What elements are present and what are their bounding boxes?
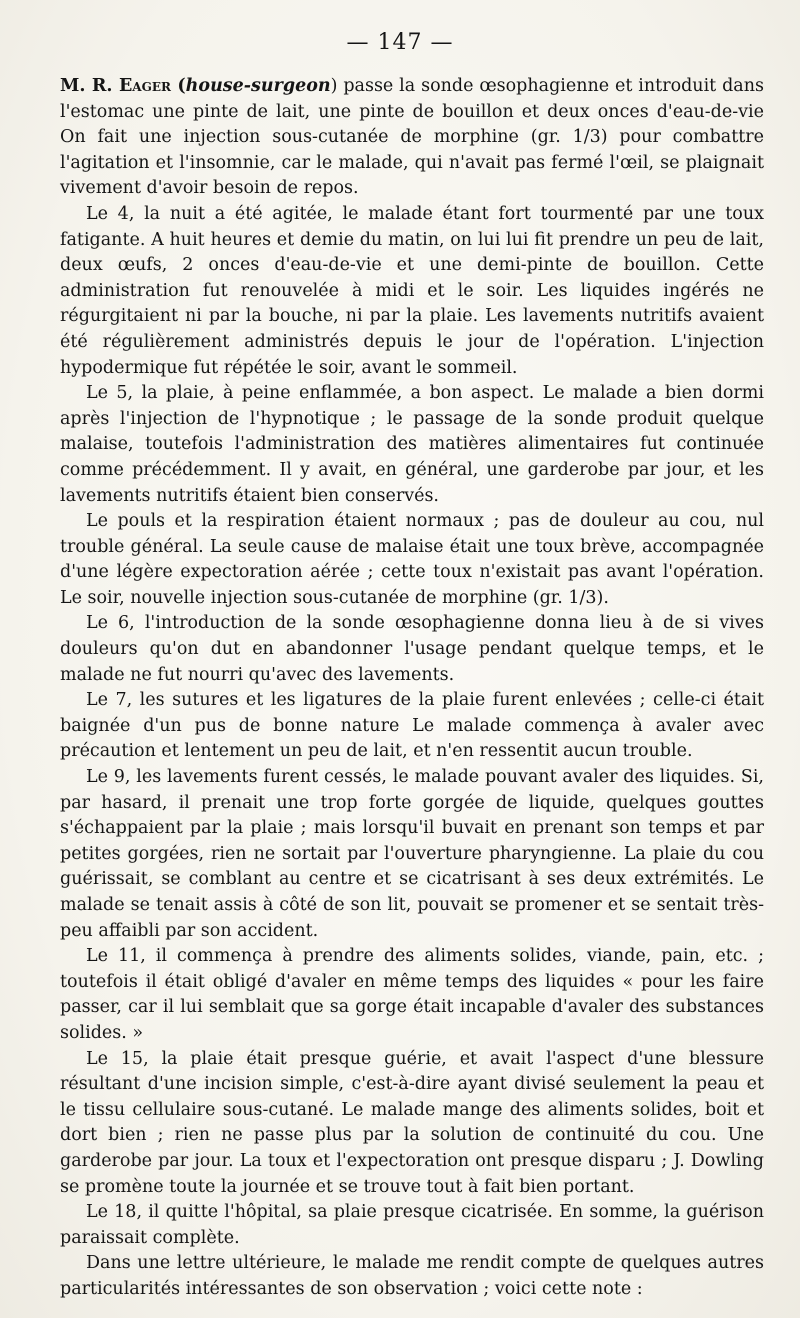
paragraph-10: Le 18, il quitte l'hôpital, sa plaie presque cicatrisée. En somme, la guérison paraissait complète. <box>60 1202 764 1248</box>
paragraph-11: Dans une lettre ultérieure, le malade me rendit compte de quelques autres particularités intéressantes de son observation ; voici cette note : <box>60 1253 764 1299</box>
paragraph-5: Le 6, l'introduction de la sonde œsophagienne donna lieu à de si vives douleurs qu'on dut en abandonner l'usage pendant quelque temps, et le malade ne fut nourri qu'avec des lavements. <box>60 613 764 685</box>
body-text <box>60 74 764 1303</box>
paragraph-7: Le 9, les lavements furent cessés, le malade pouvant avaler des liquides. Si, par hasard, il prenait une trop forte gorgée de liquide, quelques gouttes s'échappaient par la plaie ; mais lorsqu'il buvait en prenant son temps et par petites gorgées, rien ne sortait par l'ouverture pharyngienne. La plaie du cou guérissait, se comblant au centre et se cicatrisant à ses deux extrémités. Le malade se tenait assis à côté de son lit, pouvait se promener et se sentait très-peu affaibli par son accident. <box>60 767 764 941</box>
paragraph-2: Le 4, la nuit a été agitée, le malade étant fort tourmenté par une toux fatigante. A huit heures et demie du matin, on lui lui fit prendre un peu de lait, deux œufs, 2 onces d'eau-de-vie et une demi-pinte de bouillon. Cette administration fut renouvelée à midi et le soir. Les liquides ingérés ne régurgitaient ni par la bouche, ni par la plaie. Les lavements nutritifs avaient été régulièrement administrés depuis le jour de l'opération. L'injection hypodermique fut répétée le soir, avant le sommeil. <box>60 203 764 378</box>
paragraph-1-text: ) passe la sonde œsophagienne et introduit dans l'estomac une pinte de lait, une pinte de bouillon et deux onces d'eau-de-vie On fait une injection sous-cutanée de morphine (gr. 1/3) pour combattre l'agitation et l'insomnie, car le malade, qui n'avait pas fermé l'œil, se plaignait vivement d'avoir besoin de repos. <box>60 76 764 199</box>
author-name: M. R. Eager ( <box>60 76 186 96</box>
paragraph-1 <box>60 74 764 202</box>
italic-term: house-surgeon <box>185 76 331 96</box>
paragraph-9: Le 15, la plaie était presque guérie, et avait l'aspect d'une blessure résultant d'une incision simple, c'est-à-dire ayant divisé seulement la peau et le tissu cellulaire sous-cutané. Le malade mange des aliments solides, boit et dort bien ; rien ne passe plus par la solution de continuité du cou. Une garderobe par jour. La toux et l'expectoration ont presque disparu ; J. Dowling se promène toute la journée et se trouve tout à fait bien portant. <box>60 1048 764 1197</box>
paragraph-3: Le 5, la plaie, à peine enflammée, a bon aspect. Le malade a bien dormi après l'injection de l'hypnotique ; le passage de la sonde produit quelque malaise, toutefois l'administration des matières alimentaires fut continuée comme précédemment. Il y avait, en général, une garderobe par jour, et les lavements nutritifs étaient bien conservés. <box>60 383 764 506</box>
paragraph-4: Le pouls et la respiration étaient normaux ; pas de douleur au cou, nul trouble général. La seule cause de malaise était une toux brève, accompagnée d'une légère expectoration aérée ; cette toux n'existait pas avant l'opération. Le soir, nouvelle injection sous-cutanée de morphine (gr. 1/3). <box>60 511 764 608</box>
paragraph-8: Le 11, il commença à prendre des aliments solides, viande, pain, etc. ; toutefois il était obligé d'avaler en même temps des liquides « pour les faire passer, car il lui semblait que sa gorge était incapable d'avaler des substances solides. » <box>60 946 764 1043</box>
page-number: — 147 — <box>346 30 454 55</box>
paragraph-6: Le 7, les sutures et les ligatures de la plaie furent enlevées ; celle-ci était baignée d'un pus de bonne nature Le malade commença à avaler avec précaution et lentement un peu de lait, et n'en ressentit aucun trouble. <box>60 690 764 762</box>
